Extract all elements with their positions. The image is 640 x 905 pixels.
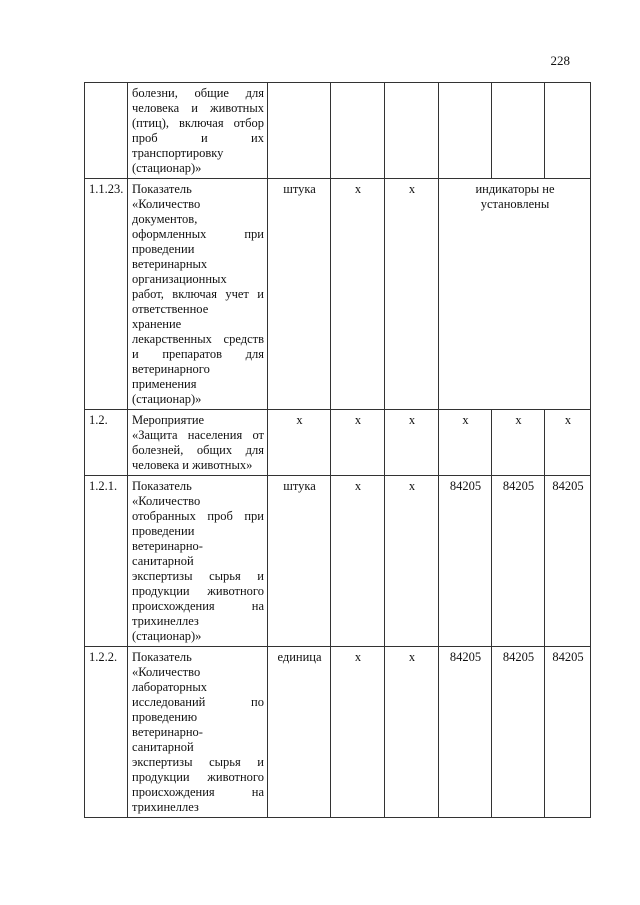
description-line: человека и животных» (132, 458, 253, 472)
description-line: происхождения на (132, 785, 264, 799)
value-cell (545, 83, 591, 179)
description-line: «Количество (132, 665, 201, 679)
description-line: «Количество (132, 494, 201, 508)
description-line: оформленных при (132, 227, 264, 241)
table-row (85, 83, 591, 179)
description-line: человека и животных (132, 101, 264, 115)
description-line: трихинеллез (132, 614, 199, 628)
description-line: санитарной (132, 740, 194, 754)
description-line: лабораторных (132, 680, 208, 694)
description-line: «Защита населения от (132, 428, 264, 442)
description-line: (птиц), включая отбор (132, 116, 264, 130)
row-number: 1.2. (85, 410, 128, 476)
value-cell: 84205 (492, 476, 545, 647)
value-cell: х (385, 647, 439, 818)
unit-cell: штука (268, 476, 331, 647)
row-description (128, 476, 268, 647)
table-row (85, 476, 591, 647)
description-line: отобранных проб при (132, 509, 264, 523)
unit-cell: х (268, 410, 331, 476)
description-line: ответственное (132, 302, 209, 316)
value-cell: 84205 (439, 476, 492, 647)
description-line: Мероприятие (132, 413, 205, 427)
value-cell (492, 83, 545, 179)
value-cell: х (385, 179, 439, 410)
value-cell: х (385, 476, 439, 647)
description-line: экспертизы сырья и (132, 755, 264, 769)
description-line: проведении (132, 524, 195, 538)
value-cell: х (331, 647, 385, 818)
description-line: Показатель (132, 182, 192, 196)
value-cell (385, 83, 439, 179)
merged-note-cell: индикаторы не установлены (439, 179, 591, 410)
description-line: хранение (132, 317, 182, 331)
value-cell (331, 83, 385, 179)
description-line: санитарной (132, 554, 194, 568)
value-cell (439, 83, 492, 179)
table-row (85, 647, 591, 818)
description-line: экспертизы сырья и (132, 569, 264, 583)
description-line: транспортировку (132, 146, 224, 160)
row-number: 1.2.1. (85, 476, 128, 647)
row-description (128, 647, 268, 818)
value-cell: 84205 (492, 647, 545, 818)
row-number (85, 83, 128, 179)
value-cell: х (331, 476, 385, 647)
description-line: работ, включая учет и (132, 287, 264, 301)
description-line: проведению (132, 710, 198, 724)
description-line: (стационар)» (132, 392, 202, 406)
description-line: организационных (132, 272, 227, 286)
description-line: проведении (132, 242, 195, 256)
description-line: применения (132, 377, 197, 391)
value-cell: х (331, 179, 385, 410)
value-cell: х (545, 410, 591, 476)
description-line: (стационар)» (132, 161, 202, 175)
page-number: 228 (550, 53, 570, 68)
value-cell: 84205 (545, 647, 591, 818)
description-line: исследований по (132, 695, 264, 709)
row-description (128, 410, 268, 476)
description-line: ветеринарного (132, 362, 210, 376)
description-line: документов, (132, 212, 198, 226)
value-cell: х (385, 410, 439, 476)
table-body (85, 83, 591, 818)
description-line: болезней, общих для (132, 443, 264, 457)
table-row (85, 410, 591, 476)
indicator-table (84, 82, 591, 818)
description-line: и препаратов для (132, 347, 264, 361)
description-line: «Количество (132, 197, 201, 211)
unit-cell: штука (268, 179, 331, 410)
value-cell: х (331, 410, 385, 476)
row-description (128, 83, 268, 179)
description-line: продукции животного (132, 770, 264, 784)
description-line: болезни, общие для (132, 86, 264, 100)
description-line: (стационар)» (132, 629, 202, 643)
description-line: ветеринарно- (132, 725, 203, 739)
description-line: Показатель (132, 479, 192, 493)
description-line: трихинеллез (132, 800, 199, 814)
unit-cell: единица (268, 647, 331, 818)
description-line: проб и их (132, 131, 264, 145)
description-line: происхождения на (132, 599, 264, 613)
description-line: Показатель (132, 650, 192, 664)
row-description (128, 179, 268, 410)
description-line: ветеринарно- (132, 539, 203, 553)
row-number: 1.1.23. (85, 179, 128, 410)
value-cell: 84205 (545, 476, 591, 647)
description-line: лекарственных средств (132, 332, 264, 346)
table-row (85, 179, 591, 410)
unit-cell (268, 83, 331, 179)
row-number: 1.2.2. (85, 647, 128, 818)
description-line: продукции животного (132, 584, 264, 598)
value-cell: х (439, 410, 492, 476)
value-cell: 84205 (439, 647, 492, 818)
value-cell: х (492, 410, 545, 476)
description-line: ветеринарных (132, 257, 208, 271)
